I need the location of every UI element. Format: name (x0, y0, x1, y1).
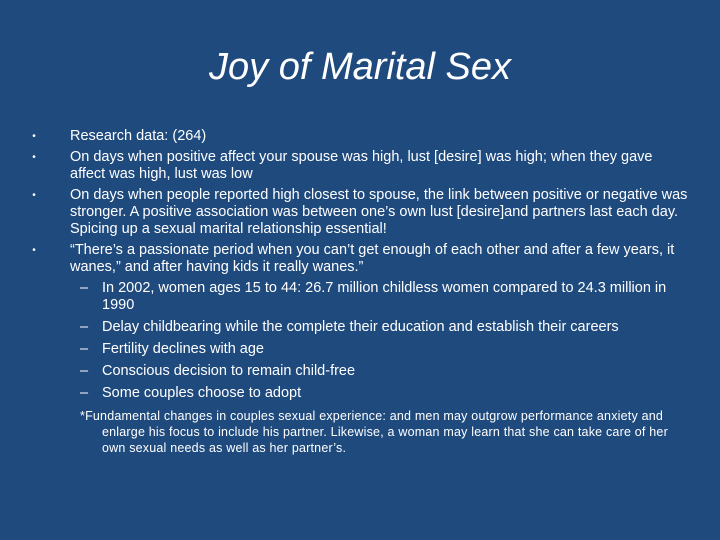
sub-bullet-text: Fertility declines with age (102, 341, 264, 357)
bullet-item (28, 128, 688, 145)
sub-bullet-item (28, 385, 688, 402)
slide-title: Joy of Marital Sex (209, 46, 511, 88)
bullet-text: On days when positive affect your spouse was high, lust [desire] was high; when they gave affect was high, lust was low (70, 149, 653, 182)
dash-glyph: – (79, 385, 89, 401)
slide-body (28, 128, 688, 456)
sub-bullet-text: In 2002, women ages 15 to 44: 26.7 million childless women compared to 24.3 million in 1990 (102, 280, 667, 313)
bullet-glyph: • (32, 152, 36, 163)
bullet-item (28, 149, 688, 183)
bullet-text: Research data: (264) (70, 128, 207, 144)
bullet-text: On days when people reported high closest to spouse, the link between positive or negative was stronger. A positive association was between one’s own lust [desire]and partners last each day. Spicing up a sexual marital relationship essential! (70, 187, 688, 237)
bullet-item (28, 242, 688, 276)
bullet-item (28, 187, 688, 238)
sub-bullet-item (28, 341, 688, 358)
bullet-text: “There’s a passionate period when you can’t get enough of each other and after a few years, it wanes,” and after having kids it really wanes.” (70, 242, 675, 275)
dash-glyph: – (79, 341, 89, 357)
bullet-glyph: • (32, 245, 36, 256)
bullet-glyph: • (32, 190, 36, 201)
dash-glyph: – (79, 363, 89, 379)
sub-bullet-item (28, 319, 688, 336)
sub-bullet-text: Delay childbearing while the complete their education and establish their careers (102, 319, 619, 335)
footnote: *Fundamental changes in couples sexual experience: and men may outgrow performance anxiety and enlarge his focus to include his partner. Likewise, a woman may learn that she can take care of her own sexual needs as well as her partner’s. (80, 409, 668, 455)
dash-glyph: – (79, 280, 89, 296)
sub-bullet-item (28, 363, 688, 380)
sub-bullet-text: Some couples choose to adopt (102, 385, 302, 401)
dash-glyph: – (79, 319, 89, 335)
sub-bullet-text: Conscious decision to remain child-free (102, 363, 356, 379)
bullet-glyph: • (32, 131, 36, 142)
sub-bullet-item (28, 280, 688, 314)
